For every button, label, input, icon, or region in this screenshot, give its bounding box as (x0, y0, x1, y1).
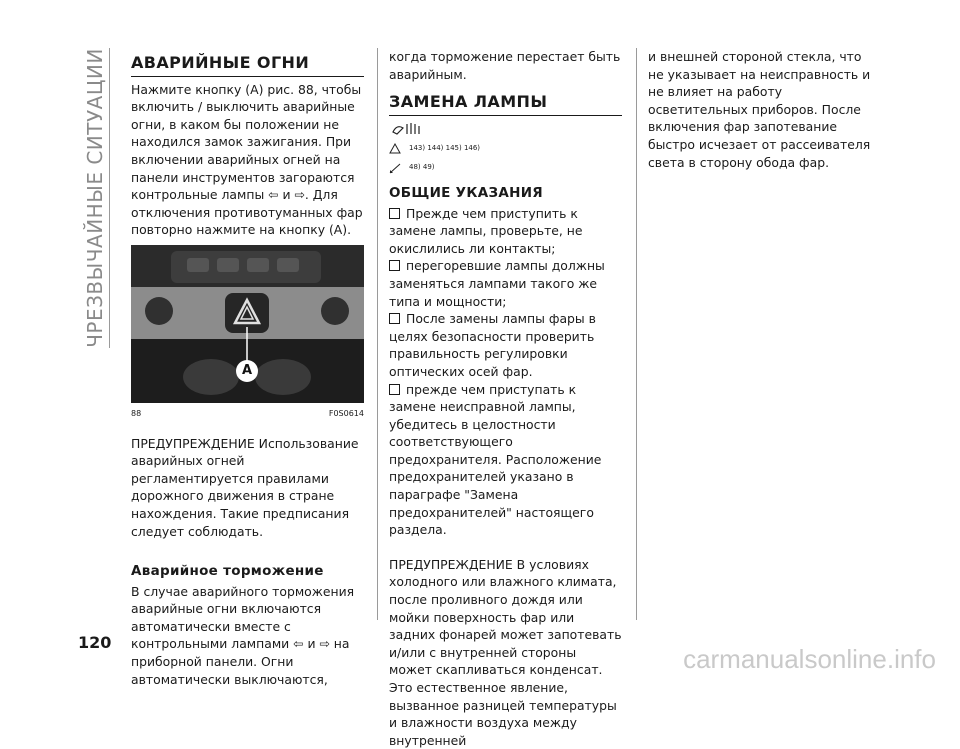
section-side-tab-label: ЧРЕЗВЫЧАЙНЫЕ СИТУАЦИИ (83, 48, 107, 348)
instruction-item-4: прежде чем приступать к замене неисправной лампы, убедитесь в целостности соответствующего предохранителя. Расположение предохранителей указано в параграфе "Замена предохранителей" настоящего раздела. (389, 381, 602, 538)
condensation-continued-text: и внешней стороной стекла, что не указывает на неисправность и не влияет на работу осветительных приборов. После включения фар запотевание быстро исчезает от рассеивателя света в сторону обода фар. (648, 49, 871, 170)
emergency-braking-heading: Аварийное торможение (131, 563, 324, 580)
general-instructions-heading: ОБЩИЕ УКАЗАНИЯ (389, 184, 544, 201)
side-divider (109, 48, 110, 348)
bulb-replacement-icon (389, 120, 429, 138)
bullet-box-icon (389, 313, 400, 324)
page-number: 120 (78, 633, 112, 652)
instruction-item-3: После замены лампы фары в целях безопасности проверить правильность регулировки оптических осей фар. (389, 311, 596, 379)
figure-code: F0S0614 (328, 408, 364, 418)
watermark: carmanualsonline.info (683, 644, 936, 674)
bullet-box-icon (389, 384, 400, 395)
figure-number: 88 (131, 408, 142, 418)
column-divider-1 (377, 48, 378, 620)
section-side-tab (78, 48, 108, 348)
column-divider-2 (636, 48, 637, 620)
continued-text: когда торможение перестает быть аварийным. (389, 49, 621, 82)
warning-refs-row (389, 140, 622, 158)
bullet-box-icon (389, 260, 400, 271)
emergency-braking-text: В случае аварийного торможения аварийные огни включаются автоматически вместе с контрольными лампами ⇦ и ⇨ на приборной панели. Огни автоматически выключаются, (131, 583, 355, 687)
instruction-item-2: перегоревшие лампы должны заменяться лампами такого же типа и мощности; (389, 258, 605, 309)
note-refs: 48) 49) (409, 163, 435, 172)
warning-refs: 143) 144) 145) 146) (409, 143, 481, 152)
hazard-lights-heading: АВАРИЙНЫЕ ОГНИ (131, 54, 364, 77)
bulb-replacement-heading: ЗАМЕНА ЛАМПЫ (389, 93, 622, 116)
hazard-lights-text: Нажмите кнопку (А) рис. 88, чтобы включить / выключить аварийные огни, в каком бы положении не находился замок зажигания. При включении аварийных огней на панели инструментов загораются контрольные лампы ⇦ и ⇨. Для отключения противотуманных фар повторно нажмите на кнопку (А). (131, 81, 363, 238)
condensation-warning-text: ПРЕДУПРЕЖДЕНИЕ В условиях холодного или влажного климата, после проливного дождя или мойки поверхность фар или задних фонарей может запотевать и/или с внутренней стороны может скапливаться конденсат. Это естественное явление, вызванное разницей температуры и влажности воздуха между внутренней (389, 556, 622, 748)
instruction-item-1: Прежде чем приступить к замене лампы, проверьте, не окислились ли контакты; (389, 205, 583, 256)
callout-label-a: A (241, 362, 253, 378)
column-3 (648, 48, 881, 171)
column-1 (131, 48, 364, 688)
bulb-symbol-row (389, 120, 622, 138)
warning-triangle-icon (389, 143, 401, 154)
note-icon (389, 163, 401, 174)
warning-text: ПРЕДУПРЕЖДЕНИЕ Использование аварийных огней регламентируется правилами дорожного движения в стране нахождения. Такие предписания следует соблюдать. (131, 435, 359, 539)
figure-caption (131, 405, 364, 423)
note-refs-row (389, 159, 622, 177)
hazard-button-figure (131, 245, 364, 403)
bullet-box-icon (389, 208, 400, 219)
column-2 (389, 48, 622, 749)
